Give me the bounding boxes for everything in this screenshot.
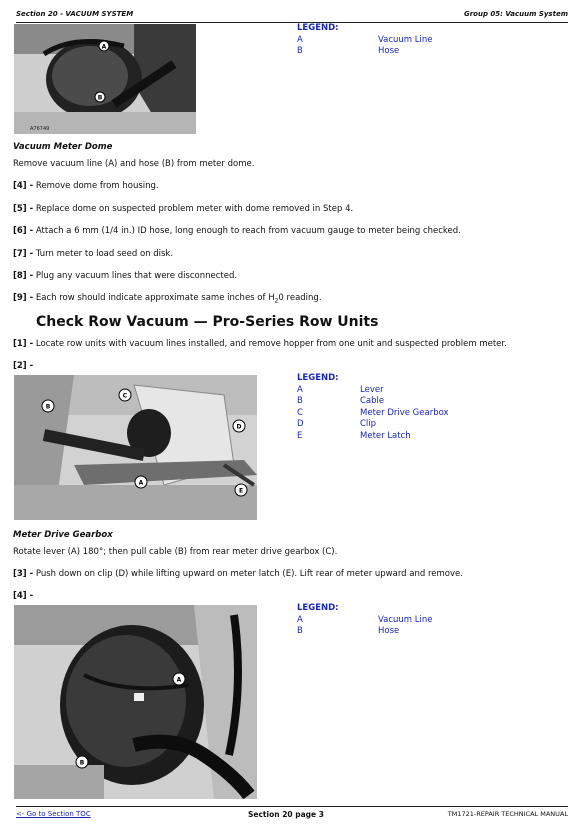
step-3: [3] - Push down on clip (D) while lifting upward on meter latch (E). Lift rear of meter upward and remove. xyxy=(13,569,463,579)
callout-e xyxy=(235,484,247,496)
svg-text:B: B xyxy=(45,403,51,411)
legend-figure3 xyxy=(297,603,497,638)
meter-drive-gearbox-photo xyxy=(14,375,257,520)
step-8: [8] - Plug any vacuum lines that were disconnected. xyxy=(13,271,238,281)
legend-item: B Cable xyxy=(297,396,385,406)
step-1: [1] - Locate row units with vacuum lines installed, and remove hopper from one unit and suspected problem meter. xyxy=(13,339,507,349)
callout-b xyxy=(76,756,88,768)
callout-a xyxy=(99,41,109,51)
svg-text:A: A xyxy=(176,676,182,684)
section-heading: Check Row Vacuum — Pro-Series Row Units xyxy=(36,314,379,330)
legend-item: D Clip xyxy=(297,419,377,429)
manual-title: TM1721-REPAIR TECHNICAL MANUAL xyxy=(447,810,568,818)
step-2: [2] - xyxy=(13,361,34,371)
svg-text:B: B xyxy=(97,94,103,102)
callout-d xyxy=(233,420,245,432)
legend-item: C Meter Drive Gearbox xyxy=(297,407,449,418)
callout-a xyxy=(173,673,185,685)
callout-a xyxy=(135,476,147,488)
page-footer xyxy=(16,806,568,821)
legend-item: B Hose xyxy=(297,626,400,636)
callout-b xyxy=(95,92,105,102)
step-4-second: [4] - xyxy=(13,591,34,601)
legend-item: E Meter Latch xyxy=(297,430,411,441)
vacuum-meter-dome-photo xyxy=(14,24,196,134)
svg-text:A: A xyxy=(101,43,107,51)
svg-text:D: D xyxy=(236,423,242,431)
legend-title: LEGEND: xyxy=(297,373,339,383)
go-to-section-toc-link[interactable]: <- Go to Section TOC xyxy=(16,810,91,818)
step-9: [9] - Each row should indicate approximate same inches of $H_20$ reading. xyxy=(13,293,322,305)
legend-item: A Vacuum Line xyxy=(297,614,433,625)
svg-text:C: C xyxy=(122,392,128,400)
legend-item: A Vacuum Line xyxy=(297,34,433,45)
figure-caption: Meter Drive Gearbox xyxy=(13,530,113,540)
paragraph: Remove vacuum line (A) and hose (B) from meter dome. xyxy=(13,159,255,169)
legend-figure2 xyxy=(297,373,497,442)
paragraph: Rotate lever (A) 180°; then pull cable (B) from rear meter drive gearbox (C). xyxy=(13,547,338,557)
page-header xyxy=(16,8,568,23)
svg-text:E: E xyxy=(238,487,244,495)
step-7: [7] - Turn meter to load seed on disk. xyxy=(13,249,174,259)
legend-title: LEGEND: xyxy=(297,603,339,613)
image-code: A76749 xyxy=(30,126,50,132)
step-5: [5] - Replace dome on suspected problem meter with dome removed in Step 4. xyxy=(13,204,354,214)
callout-c xyxy=(119,389,131,401)
svg-text:A: A xyxy=(138,479,144,487)
legend-item: B Hose xyxy=(297,46,400,56)
header-section-title: Section 20 - VACUUM SYSTEM xyxy=(16,10,134,18)
legend-figure1 xyxy=(297,23,497,58)
svg-text:B: B xyxy=(79,759,85,767)
legend-item: A Lever xyxy=(297,384,384,395)
legend-title: LEGEND: xyxy=(297,23,339,33)
callout-b xyxy=(42,400,54,412)
page-number: Section 20 page 3 xyxy=(248,810,324,819)
header-group-title: Group 05: Vacuum System xyxy=(463,10,568,18)
figure-caption: Vacuum Meter Dome xyxy=(13,142,113,152)
step-4: [4] - Remove dome from housing. xyxy=(13,181,159,191)
vacuum-line-hose-photo xyxy=(14,605,257,799)
step-6: [6] - Attach a 6 mm (1/4 in.) ID hose, long enough to reach from vacuum gauge to meter being checked. xyxy=(13,226,461,236)
